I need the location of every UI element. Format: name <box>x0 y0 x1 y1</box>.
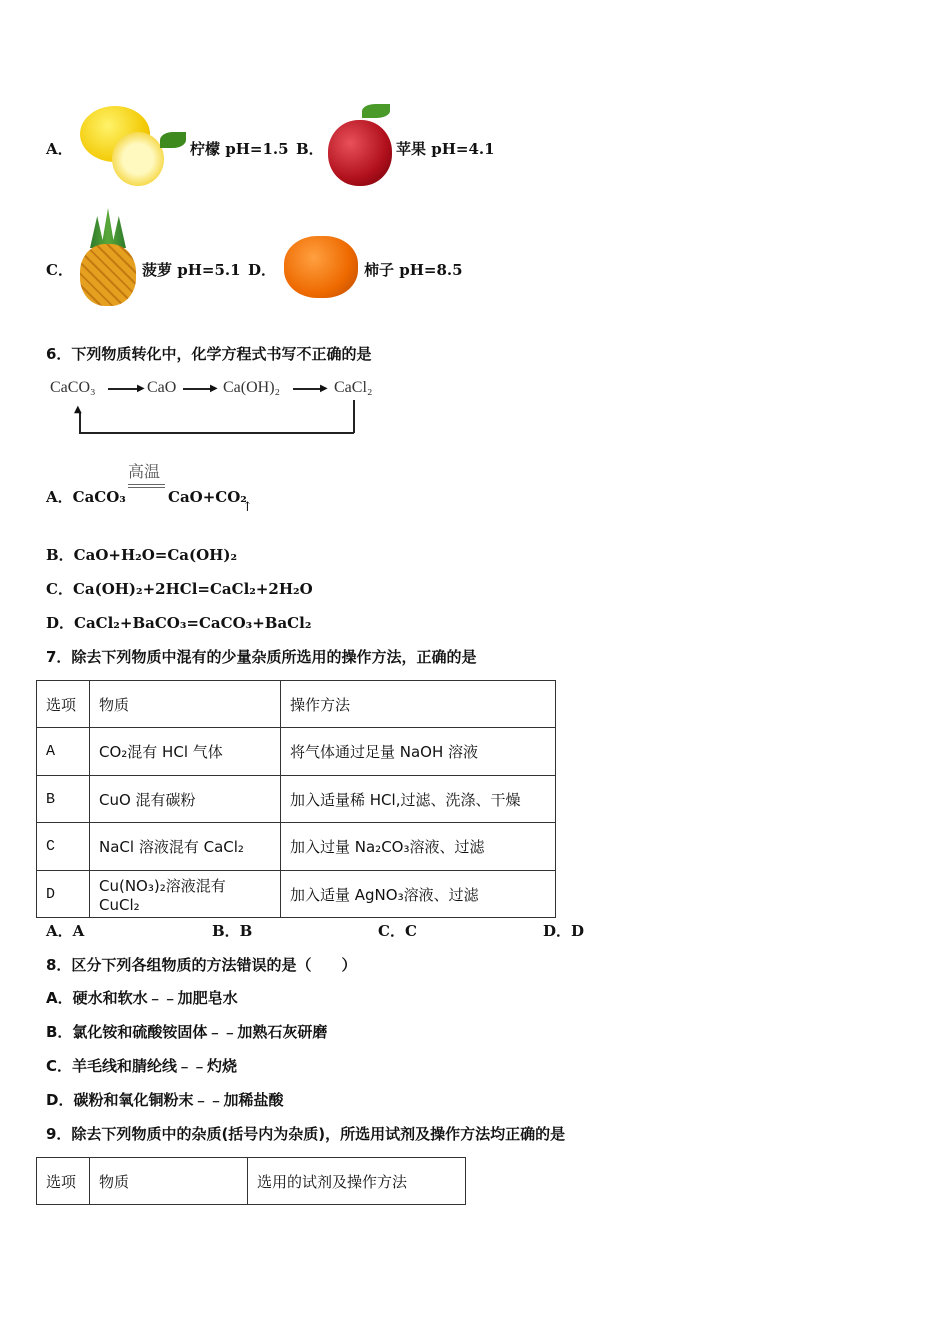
header-cell: 操作方法 <box>281 681 556 728</box>
diagram-caoh2: Ca(OH)₂ <box>223 379 281 396</box>
header-cell: 选项 <box>37 1158 90 1205</box>
table-cell: 加入适量 AgNO₃溶液、过滤 <box>281 871 556 918</box>
arrow-icon: ▶ <box>210 383 218 394</box>
question-8-stem: 8．区分下列各组物质的方法错误的是（ ） <box>46 956 357 974</box>
table-cell: D <box>37 871 90 918</box>
option-label-b: 苹果 pH=4.1 <box>396 140 495 158</box>
option-label-a: 柠檬 pH=1.5 <box>190 140 289 158</box>
q6-option-d: D．CaCl₂+BaCO₃=CaCO₃+BaCl₂ <box>46 614 312 632</box>
table-row <box>37 728 556 776</box>
option-label-c: 菠萝 pH=5.1 <box>142 261 241 279</box>
q7-answer-c: C．C <box>378 922 417 940</box>
table-cell: NaCl 溶液混有 CaCl₂ <box>90 823 281 871</box>
table-cell: 加入过量 Na₂CO₃溶液、过滤 <box>281 823 556 871</box>
q8-option-c: C．羊毛线和腈纶线﹣﹣灼烧 <box>46 1057 238 1075</box>
table-cell: C <box>37 823 90 871</box>
q7-answer-a: A．A <box>46 922 85 940</box>
table-cell: B <box>37 776 90 823</box>
pineapple-image <box>78 208 138 306</box>
table-row <box>37 871 556 918</box>
q8-option-a: A．硬水和软水﹣﹣加肥皂水 <box>46 989 238 1007</box>
q8-option-b: B．氯化铵和硫酸铵固体﹣﹣加熟石灰研磨 <box>46 1023 328 1041</box>
arrow-icon: ▶ <box>137 383 145 394</box>
option-letter-b: B． <box>296 140 324 158</box>
table-header-row <box>37 1158 466 1205</box>
reaction-condition: 高温 <box>128 462 161 481</box>
persimmon-image <box>282 232 360 302</box>
q7-answer-b: B．B <box>212 922 253 940</box>
q9-table <box>36 1157 466 1205</box>
option-letter-c: C． <box>46 261 73 279</box>
option-letter-d: D． <box>248 261 277 279</box>
q7-answer-d: D．D <box>543 922 585 940</box>
table-cell: Cu(NO₃)₂溶液混有 CuCl₂ <box>90 871 281 918</box>
table-row <box>37 823 556 871</box>
question-6-stem: 6．下列物质转化中，化学方程式书写不正确的是 <box>46 345 372 363</box>
q6-option-a-right: CaO+CO₂ <box>168 488 247 506</box>
question-9-stem: 9．除去下列物质中的杂质(括号内为杂质)，所选用试剂及操作方法均正确的是 <box>46 1125 566 1143</box>
header-cell: 物质 <box>90 681 281 728</box>
diagram-cao: CaO <box>147 379 177 396</box>
header-cell: 物质 <box>90 1158 248 1205</box>
diagram-cacl2: CaCl₂ <box>334 379 373 396</box>
option-letter-a: A． <box>46 140 73 158</box>
q6-option-a-left: A．CaCO₃ <box>46 488 126 506</box>
q7-table <box>36 680 556 918</box>
table-cell: 加入适量稀 HCl,过滤、洗涤、干燥 <box>281 776 556 823</box>
q8-option-d: D．碳粉和氧化铜粉末﹣﹣加稀盐酸 <box>46 1091 284 1109</box>
gas-arrow: ↑ <box>242 500 253 515</box>
table-cell: 将气体通过足量 NaOH 溶液 <box>281 728 556 776</box>
table-cell: CO₂混有 HCl 气体 <box>90 728 281 776</box>
table-cell: A <box>37 728 90 776</box>
q6-option-c: C．Ca(OH)₂+2HCl=CaCl₂+2H₂O <box>46 580 313 598</box>
question-7-stem: 7．除去下列物质中混有的少量杂质所选用的操作方法，正确的是 <box>46 648 477 666</box>
table-row <box>37 776 556 823</box>
lemon-image <box>78 102 188 188</box>
arrow-up-icon: ▲ <box>74 404 82 415</box>
diagram-caco3: CaCO₃ <box>50 379 96 396</box>
header-cell: 选用的试剂及操作方法 <box>248 1158 466 1205</box>
header-cell: 选项 <box>37 681 90 728</box>
apple-image <box>326 102 394 188</box>
arrow-icon: ▶ <box>320 383 328 394</box>
table-header-row <box>37 681 556 728</box>
table-cell: CuO 混有碳粉 <box>90 776 281 823</box>
q6-option-b: B．CaO+H₂O=Ca(OH)₂ <box>46 546 238 564</box>
option-label-d: 柿子 pH=8.5 <box>364 261 463 279</box>
